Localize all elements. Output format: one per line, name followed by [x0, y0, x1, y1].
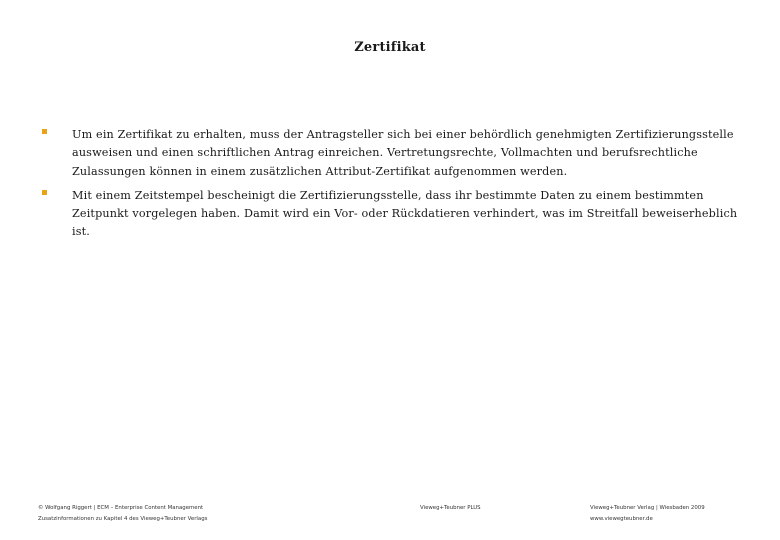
page-title: Zertifikat — [354, 40, 426, 55]
bullet-text: Um ein Zertifikat zu erhalten, muss der Antragsteller sich bei einer behördlich genehmigten Zertifizierungsstelle ausweisen und einen schriftlichen Antrag einreichen. Vertretungsrechte, Vollmachten und berufsrechtliche Zulassungen können in einem zusätzlichen Attribut-Zertifikat aufgenommen werden. — [72, 128, 734, 178]
list-item — [40, 126, 740, 181]
footer-copyright-line: © Wolfgang Riggert | ECM – Enterprise Content Management — [38, 505, 204, 511]
bullet-list — [40, 126, 740, 248]
footer-website-link[interactable]: www.viewegteubner.de — [590, 516, 653, 522]
square-bullet-icon — [42, 129, 47, 134]
bullet-text: Mit einem Zeitstempel bescheinigt die Zertifizierungsstelle, dass ihr bestimmte Daten zu einem bestimmten Zeitpunkt vorgelegen haben. Damit wird ein Vor- oder Rückdatieren verhindert, was im Streitfall beweiserheblich ist. — [72, 188, 738, 239]
square-bullet-icon — [42, 190, 47, 195]
list-item — [40, 187, 740, 242]
footer-publisher-line: Vieweg+Teubner Verlag | Wiesbaden 2009 — [590, 505, 705, 511]
footer-brand-label: Vieweg+Teubner PLUS — [420, 505, 481, 511]
footer-publisher — [590, 503, 705, 525]
footer-copyright — [38, 503, 207, 525]
footer-brand — [420, 503, 481, 514]
footer-info-line: Zusatzinformationen zu Kapitel 4 des Vieweg+Teubner Verlags — [38, 516, 208, 522]
